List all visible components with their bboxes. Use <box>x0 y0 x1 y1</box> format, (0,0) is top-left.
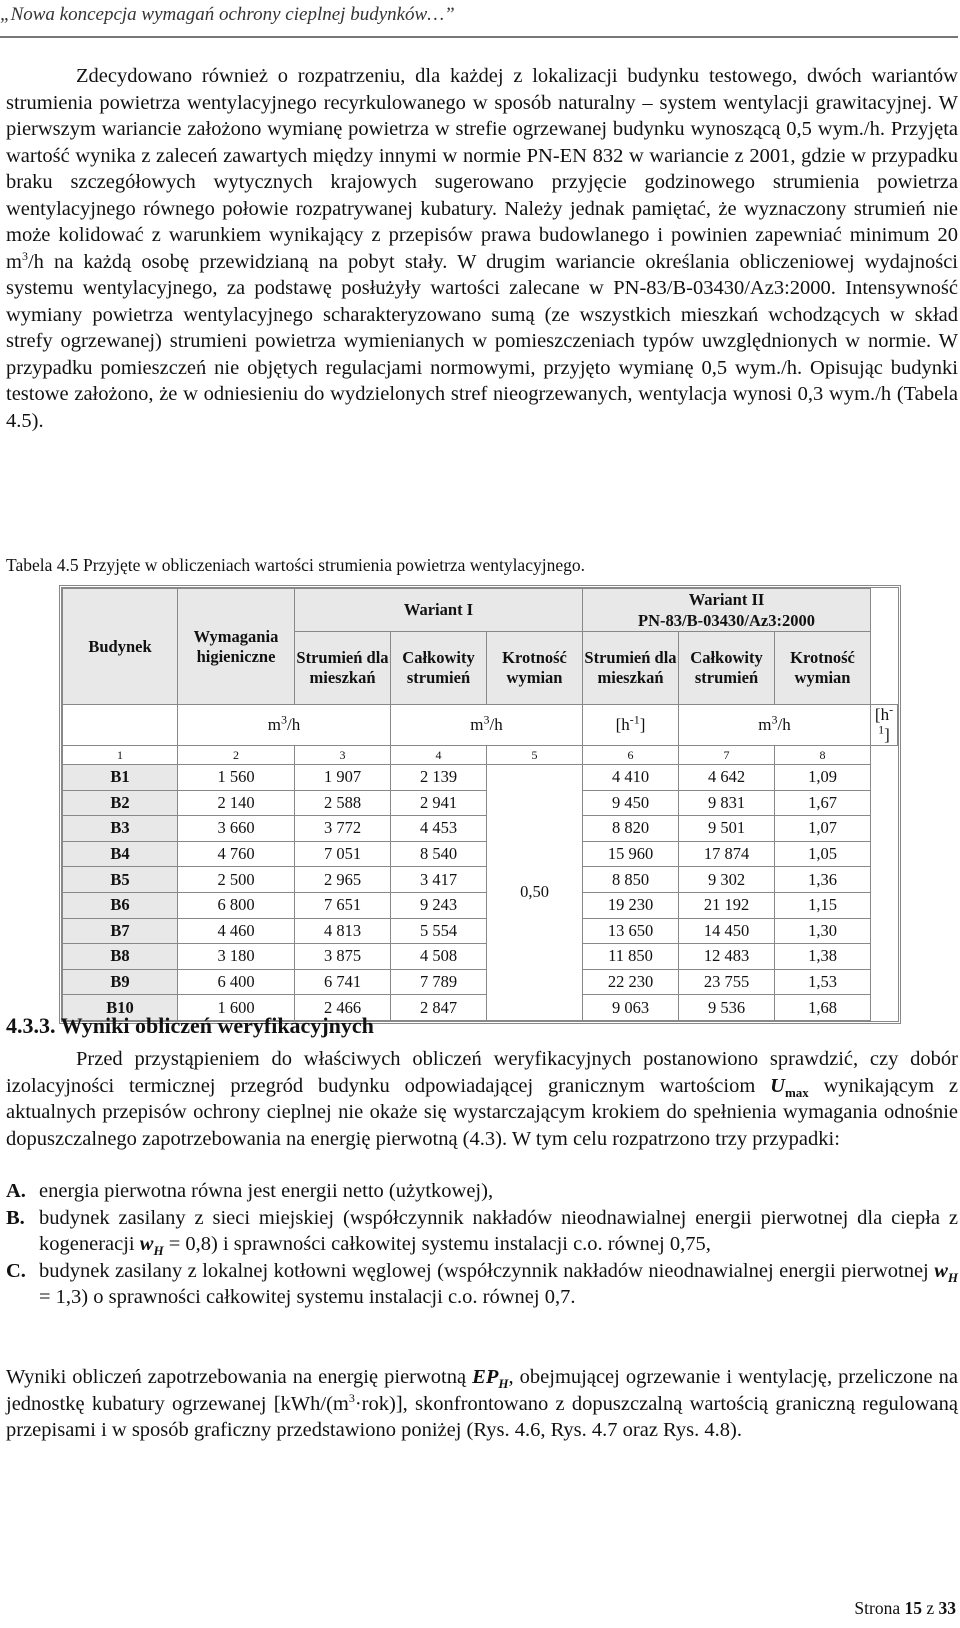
header-budynek: Budynek <box>63 589 178 705</box>
table-row <box>63 867 898 893</box>
symbol-u: U <box>770 1074 785 1097</box>
strumien-w1-cell: 4 813 <box>295 918 391 944</box>
paragraph-text: Przed przystąpieniem do właściwych obliczeń weryfikacyjnych postanowiono sprawdzić, czy dobór izolacyjności termicznej przegród budynku odpowiadającej granicznym wartościom <box>6 1048 958 1097</box>
strumien-w1-cell: 3 772 <box>295 816 391 842</box>
paragraph-verification-intro <box>6 1046 958 1152</box>
unit-m3h: $m^3/h$ <box>679 705 871 746</box>
calkowity-w1-cell: 2 847 <box>391 995 487 1021</box>
calkowity-w2-cell: 9 831 <box>679 790 775 816</box>
calkowity-w1-cell: 2 139 <box>391 765 487 791</box>
krotnosc-w2-cell: 1,68 <box>775 995 871 1021</box>
calkowity-w2-cell: 21 192 <box>679 892 775 918</box>
building-name-cell: B4 <box>63 841 178 867</box>
krotnosc-w2-cell: 1,38 <box>775 944 871 970</box>
paragraph-text: wynikającym z aktualnych przepisów ochrony cieplnej nie okaże się wystarczającym krokiem do spełnienia wymagania odnośnie dopuszczalnego zapotrzebowania na energię pierwotną (4.3). W tym celu rozpatrzono trzy przypadki: <box>6 1074 958 1150</box>
list-item <box>6 1205 958 1258</box>
strumien-w2-cell: 9 063 <box>583 995 679 1021</box>
table-row <box>63 944 898 970</box>
strumien-w1-cell: 6 741 <box>295 969 391 995</box>
list-marker: A. <box>6 1180 26 1202</box>
krotnosc-w2-cell: 1,15 <box>775 892 871 918</box>
building-name-cell: B7 <box>63 918 178 944</box>
calkowity-w1-cell: 5 554 <box>391 918 487 944</box>
wymagania-cell: 2 500 <box>178 867 295 893</box>
krotnosc-w2-cell: 1,53 <box>775 969 871 995</box>
calkowity-w1-cell: 7 789 <box>391 969 487 995</box>
calkowity-w2-cell: 9 302 <box>679 867 775 893</box>
krotnosc-w2-cell: 1,05 <box>775 841 871 867</box>
building-name-cell: B9 <box>63 969 178 995</box>
unit-empty <box>63 705 178 746</box>
table-caption: Tabela 4.5 Przyjęte w obliczeniach wartości strumienia powietrza wentylacyjnego. <box>6 555 585 575</box>
header-wariant-2 <box>583 589 871 632</box>
strumien-w1-cell: 7 651 <box>295 892 391 918</box>
unit-m3h: $m^3/h$ <box>178 705 391 746</box>
building-name-cell: B6 <box>63 892 178 918</box>
wymagania-cell: 6 400 <box>178 969 295 995</box>
strumien-w2-cell: 4 410 <box>583 765 679 791</box>
list-item <box>6 1258 958 1311</box>
calkowity-w1-cell: 2 941 <box>391 790 487 816</box>
list-text: budynek zasilany z lokalnej kotłowni węglowej (współczynnik nakładów nieodnawialnej energii pierwotnej $w_H = 1,3$) o sprawności całkowitej systemu instalacji c.o. równej 0,7. <box>39 1259 958 1308</box>
header-krotnosc-w1: Krotność wymian <box>487 632 583 705</box>
paragraph-text: Zdecydowano również o rozpatrzeniu, dla każdej z lokalizacji budynku testowego, dwóch wariantów strumienia powietrza wentylacyjnego recyrkulowanego w sposób naturalny – system wentylacji grawitacyjnej. W pierwszym wariancie założono wymianę powietrza w strefie ogrzewanej budynku wynoszącą 0,5 wym./h. Przyjęta wartość wynika z zaleceń zawartych między innymi w normie PN-EN 832 w wariancie z 2001, gdzie w przypadku braku szczegółowych wytycznych krajowych sugerowano przyjęcie godzinowego strumienia powietrza wentylacyjnego równego połowie rozpatrywanej kubatury. Należy jednak pamiętać, że wyznaczony strumień nie może kolidować z warunkiem wynikający z przepisów prawa budowlanego i powinien zapewniać minimum 20 m <box>6 65 958 273</box>
header-krotnosc-w2: Krotność wymian <box>775 632 871 705</box>
header-strumien-w2: Strumień dla mieszkań <box>583 632 679 705</box>
calkowity-w1-cell: 3 417 <box>391 867 487 893</box>
strumien-w2-cell: 15 960 <box>583 841 679 867</box>
strumien-w1-cell: 2 466 <box>295 995 391 1021</box>
paragraph-text: /h na każdą osobę przewidzianą na pobyt stały. W drugim wariancie określania obliczeniowej wydajności systemu wentylacyjnego, za podstawę posłużyły wartości zalecane w PN-83/B-03430/Az3:2000. Intensywność wymiany powietrza wentylacyjnego scharakteryzowano sumą (ze wszystkich mieszkań wchodzących w skład strefy ogrzewanej) strumieni powietrza wymienianych w pomieszczeniach typów uwzględnionych w normie. W przypadku pomieszczeń nie objętych regulacjami normowymi, przyjęto wymianę 0,5 wym./h. Opisując budynki testowe założono, że w odniesieniu do wydzielonych stref nieogrzewanych, wentylacja wynosi 0,3 wym./h (Tabela 4.5). <box>6 250 958 432</box>
strumien-w2-cell: 19 230 <box>583 892 679 918</box>
strumien-w2-cell: 8 850 <box>583 867 679 893</box>
calkowity-w2-cell: 23 755 <box>679 969 775 995</box>
calkowity-w1-cell: 9 243 <box>391 892 487 918</box>
paragraph-text: Wyniki obliczeń zapotrzebowania na energię pierwotną <box>6 1366 473 1388</box>
strumien-w1-cell: 1 907 <box>295 765 391 791</box>
table-row <box>63 918 898 944</box>
wymagania-cell: 1 560 <box>178 765 295 791</box>
table-row <box>63 969 898 995</box>
strumien-w2-cell: 11 850 <box>583 944 679 970</box>
wymagania-cell: 2 140 <box>178 790 295 816</box>
strumien-w2-cell: 9 450 <box>583 790 679 816</box>
paragraph-text: ·rok)], skonfrontowano z dopuszczalną wartością graniczną regulowaną przepisami i w sposób graficzny przedstawiono poniżej (Rys. 4.6, Rys. 4.7 oraz Rys. 4.8). <box>6 1392 958 1441</box>
building-name-cell: B8 <box>63 944 178 970</box>
superscript: 3 <box>21 248 28 263</box>
header-wariant-1: Wariant I <box>295 589 583 632</box>
list-text: budynek zasilany z sieci miejskiej (współczynnik nakładów nieodnawialnej energii pierwotnej dla ciepła z kogeneracji $w_H = 0,8$) i sprawności całkowitej systemu instalacji c.o. równej 0,75, <box>39 1206 958 1259</box>
header-strumien-w1: Strumień dla mieszkań <box>295 632 391 705</box>
strumien-w2-cell: 22 230 <box>583 969 679 995</box>
cases-list <box>6 1178 958 1311</box>
wymagania-cell: 3 660 <box>178 816 295 842</box>
calkowity-w2-cell: 9 501 <box>679 816 775 842</box>
wymagania-cell: 4 460 <box>178 918 295 944</box>
list-text: energia pierwotna równa jest energii netto (użytkowej), <box>39 1180 494 1202</box>
building-name-cell: B2 <box>63 790 178 816</box>
list-marker: B. <box>6 1206 25 1229</box>
paragraph-results <box>6 1364 958 1444</box>
wymagania-cell: 6 800 <box>178 892 295 918</box>
building-name-cell: B10 <box>63 995 178 1021</box>
paragraph-text: , obejmującej ogrzewanie i wentylację, przeliczone na jednostkę kubatury ogrzewanej [kWh/(m <box>6 1366 958 1415</box>
wariant-2-norm: PN-83/B-03430/Az3:2000 <box>638 611 815 630</box>
subscript: H <box>498 1376 509 1392</box>
strumien-w1-cell: 2 965 <box>295 867 391 893</box>
column-number: 8 <box>775 746 871 765</box>
column-number: 5 <box>487 746 583 765</box>
column-number: 7 <box>679 746 775 765</box>
table-row <box>63 816 898 842</box>
table-row <box>63 892 898 918</box>
strumien-w1-cell: 7 051 <box>295 841 391 867</box>
building-name-cell: B1 <box>63 765 178 791</box>
table-row <box>63 790 898 816</box>
header-calkowity-w1: Całkowity strumień <box>391 632 487 705</box>
page-number: 15 <box>904 1598 922 1618</box>
strumien-w2-cell: 13 650 <box>583 918 679 944</box>
table-body <box>63 765 898 1021</box>
subscript: max <box>784 1084 809 1100</box>
krotnosc-w2-cell: 1,36 <box>775 867 871 893</box>
running-header: „Nowa koncepcja wymagań ochrony cieplnej budynków…” <box>0 4 455 25</box>
list-marker: C. <box>6 1259 26 1282</box>
superscript: 3 <box>348 1390 355 1405</box>
krotnosc-w2-cell: 1,07 <box>775 816 871 842</box>
section-heading: 4.3.3. Wyniki obliczeń weryfikacyjnych <box>6 1013 374 1038</box>
calkowity-w1-cell: 4 508 <box>391 944 487 970</box>
table-row <box>63 765 898 791</box>
calkowity-w2-cell: 4 642 <box>679 765 775 791</box>
header-wymagania: Wymagania higieniczne <box>178 589 295 705</box>
column-number: 1 <box>63 746 178 765</box>
calkowity-w2-cell: 14 450 <box>679 918 775 944</box>
page-total: 33 <box>938 1598 956 1618</box>
calkowity-w1-cell: 4 453 <box>391 816 487 842</box>
calkowity-w2-cell: 9 536 <box>679 995 775 1021</box>
building-name-cell: B3 <box>63 816 178 842</box>
column-number: 3 <box>295 746 391 765</box>
list-item <box>6 1178 958 1205</box>
krotnosc-w2-cell: 1,09 <box>775 765 871 791</box>
unit-per-hour: $[h^{-1}]$ <box>583 705 679 746</box>
unit-per-hour: $[h^{-1}]$ <box>871 705 898 746</box>
krotnosc-w2-cell: 1,67 <box>775 790 871 816</box>
wariant-2-title: Wariant II <box>688 590 765 609</box>
paragraph-ventilation-variants <box>6 63 958 434</box>
wymagania-cell: 3 180 <box>178 944 295 970</box>
building-name-cell: B5 <box>63 867 178 893</box>
page-footer: Strona 15 z 33 <box>854 1598 956 1618</box>
calkowity-w2-cell: 17 874 <box>679 841 775 867</box>
header-calkowity-w2: Całkowity strumień <box>679 632 775 705</box>
strumien-w2-cell: 8 820 <box>583 816 679 842</box>
column-number: 6 <box>583 746 679 765</box>
symbol-ep: EP <box>472 1366 499 1388</box>
strumien-w1-cell: 3 875 <box>295 944 391 970</box>
header-rule <box>0 36 958 38</box>
column-number: 2 <box>178 746 295 765</box>
column-number: 4 <box>391 746 487 765</box>
wymagania-cell: 1 600 <box>178 995 295 1021</box>
table-row <box>63 841 898 867</box>
unit-m3h: $m^3/h$ <box>391 705 583 746</box>
krotnosc-w1-cell: 0,50 <box>487 765 583 1021</box>
strumien-w1-cell: 2 588 <box>295 790 391 816</box>
wymagania-cell: 4 760 <box>178 841 295 867</box>
ventilation-table <box>59 585 901 1024</box>
calkowity-w2-cell: 12 483 <box>679 944 775 970</box>
calkowity-w1-cell: 8 540 <box>391 841 487 867</box>
krotnosc-w2-cell: 1,30 <box>775 918 871 944</box>
